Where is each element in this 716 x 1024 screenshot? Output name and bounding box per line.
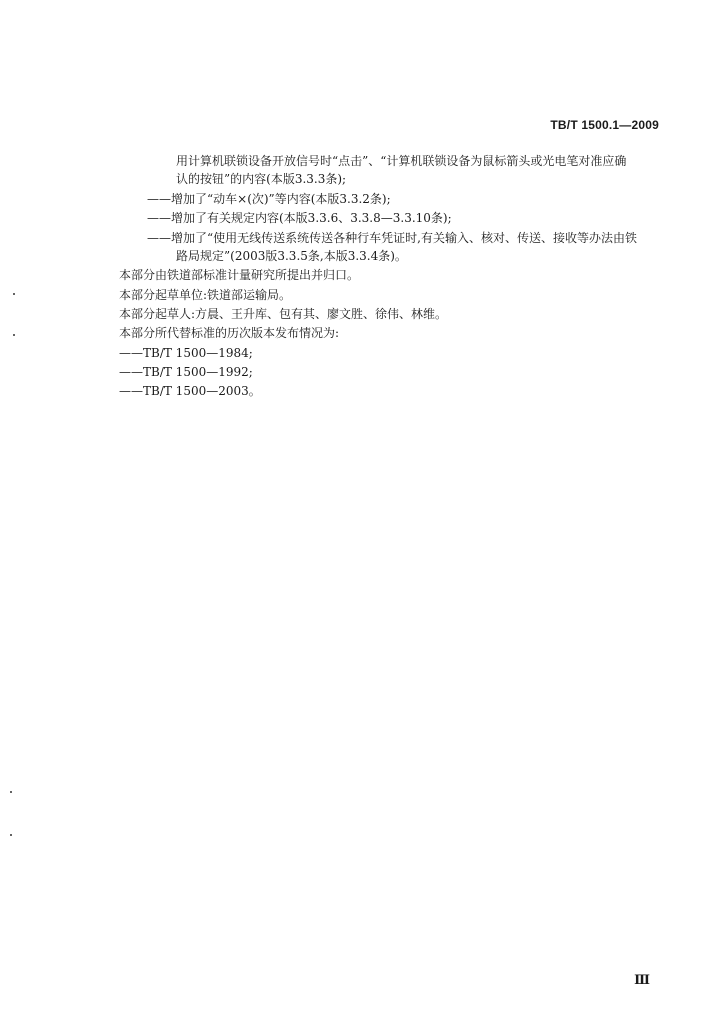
text-line-3: ——增加了“动车×(次)”等内容(本版3.3.2条); <box>147 192 391 206</box>
standard-code: TB/T 1500.1—2009 <box>550 118 659 132</box>
text-line-2: 认的按钮”的内容(本版3.3.3条); <box>176 172 347 186</box>
text-line-6: 路局规定”(2003版3.3.5条,本版3.3.4条)。 <box>176 249 407 263</box>
text-line-10: 本部分所代替标准的历次版本发布情况为: <box>119 326 340 340</box>
scan-speck <box>10 791 12 793</box>
scan-speck <box>13 334 15 336</box>
text-line-8: 本部分起草单位:铁道部运输局。 <box>119 288 292 302</box>
text-line-5: ——增加了“使用无线传送系统传送各种行车凭证时,有关输入、核对、传送、接收等办法由铁 <box>147 231 637 245</box>
text-line-12: ——TB/T 1500—1992; <box>119 365 253 379</box>
text-line-1: 用计算机联锁设备开放信号时“点击”、“计算机联锁设备为鼠标箭头或光电笔对准应确 <box>176 154 627 168</box>
text-line-7: 本部分由铁道部标准计量研究所提出并归口。 <box>119 268 360 282</box>
scan-speck <box>10 834 12 836</box>
scan-speck <box>13 293 15 295</box>
text-line-11: ——TB/T 1500—1984; <box>119 346 253 360</box>
text-line-9: 本部分起草人:方晨、王升库、包有其、廖文胜、徐伟、林维。 <box>119 307 448 321</box>
text-line-4: ——增加了有关规定内容(本版3.3.6、3.3.8—3.3.10条); <box>147 211 452 225</box>
text-line-13: ——TB/T 1500—2003。 <box>119 384 261 398</box>
page-number: Ⅲ <box>634 972 650 987</box>
